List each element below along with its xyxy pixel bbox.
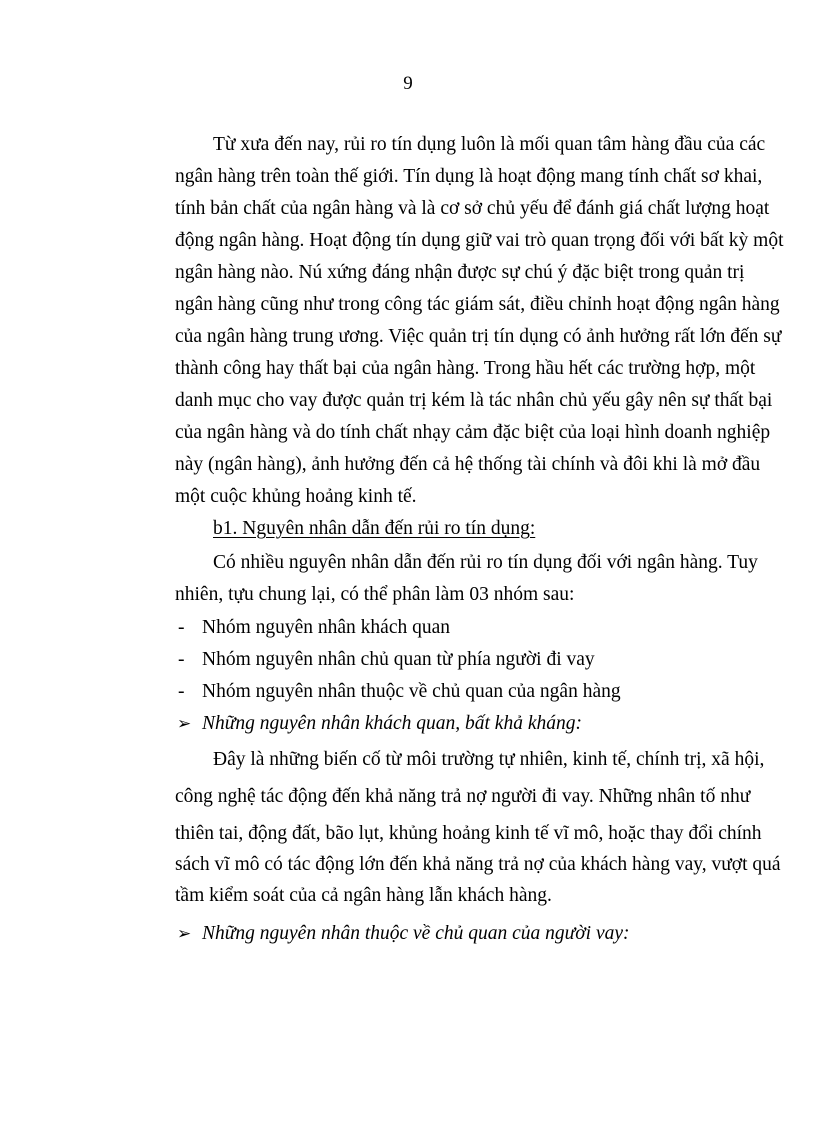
list-item: Nhóm nguyên nhân chủ quan từ phía người đi vay [202,649,595,670]
paragraph-line: Có nhiều nguyên nhân dẫn đến rủi ro tín dụng đối với ngân hàng. Tuy [213,552,758,573]
paragraph-line: Đây là những biến cố từ môi trường tự nhiên, kinh tế, chính trị, xã hội, [213,749,765,770]
paragraph-line: tính bản chất của ngân hàng và là cơ sở chủ yếu để đánh giá chất lượng hoạt [175,198,770,219]
list-item: Nhóm nguyên nhân khách quan [202,617,451,638]
arrow-bullet-icon: ➢ [177,924,192,943]
list-bullet: - [178,617,185,638]
paragraph-line: thiên tai, động đất, bão lụt, khủng hoảng kinh tế vĩ mô, hoặc thay đổi chính [175,823,762,844]
paragraph-line: ngân hàng cũng như trong công tác giám sát, điều chỉnh hoạt động ngân hàng [175,294,780,315]
paragraph-line: này (ngân hàng), ảnh hưởng đến cả hệ thống tài chính và đôi khi là mở đầu [175,454,761,475]
paragraph-line: công nghệ tác động đến khả năng trả nợ người đi vay. Những nhân tố như [175,786,751,807]
list-bullet: - [178,649,185,670]
paragraph-line: ngân hàng trên toàn thế giới. Tín dụng là hoạt động mang tính chất sơ khai, [175,166,763,187]
paragraph-line: của ngân hàng và do tính chất nhạy cảm đặc biệt của loại hình doanh nghiệp [175,422,771,443]
paragraph-line: danh mục cho vay được quản trị kém là tác nhân chủ yếu gây nên sự thất bại [175,390,773,411]
section-heading: b1. Nguyên nhân dẫn đến rủi ro tín dụng: [213,518,536,539]
paragraph-line: sách vĩ mô có tác động lớn đến khả năng trả nợ của khách hàng vay, vượt quá [175,854,781,875]
paragraph-line: của ngân hàng trung ương. Việc quản trị tín dụng có ảnh hưởng rất lớn đến sự [175,326,782,347]
paragraph-line: thành công hay thất bại của ngân hàng. Trong hầu hết các trường hợp, một [175,358,756,379]
subheading: Những nguyên nhân khách quan, bất khả kháng: [202,713,582,734]
list-bullet: - [178,681,185,702]
arrow-bullet-icon: ➢ [177,714,192,733]
paragraph-line: động ngân hàng. Hoạt động tín dụng giữ vai trò quan trọng đối với bất kỳ một [175,230,784,251]
paragraph-line: nhiên, tựu chung lại, có thể phân làm 03 nhóm sau: [175,584,575,605]
page-number: 9 [403,73,413,94]
paragraph-line: Từ xưa đến nay, rủi ro tín dụng luôn là mối quan tâm hàng đầu của các [213,134,766,155]
paragraph-line: tầm kiểm soát của cả ngân hàng lẫn khách hàng. [175,885,552,906]
paragraph-line: một cuộc khủng hoảng kinh tế. [175,486,417,507]
list-item: Nhóm nguyên nhân thuộc về chủ quan của ngân hàng [202,681,621,702]
subheading: Những nguyên nhân thuộc về chủ quan của người vay: [202,923,630,944]
paragraph-line: ngân hàng nào. Nú xứng đáng nhận được sự chú ý đặc biệt trong quản trị [175,262,745,283]
